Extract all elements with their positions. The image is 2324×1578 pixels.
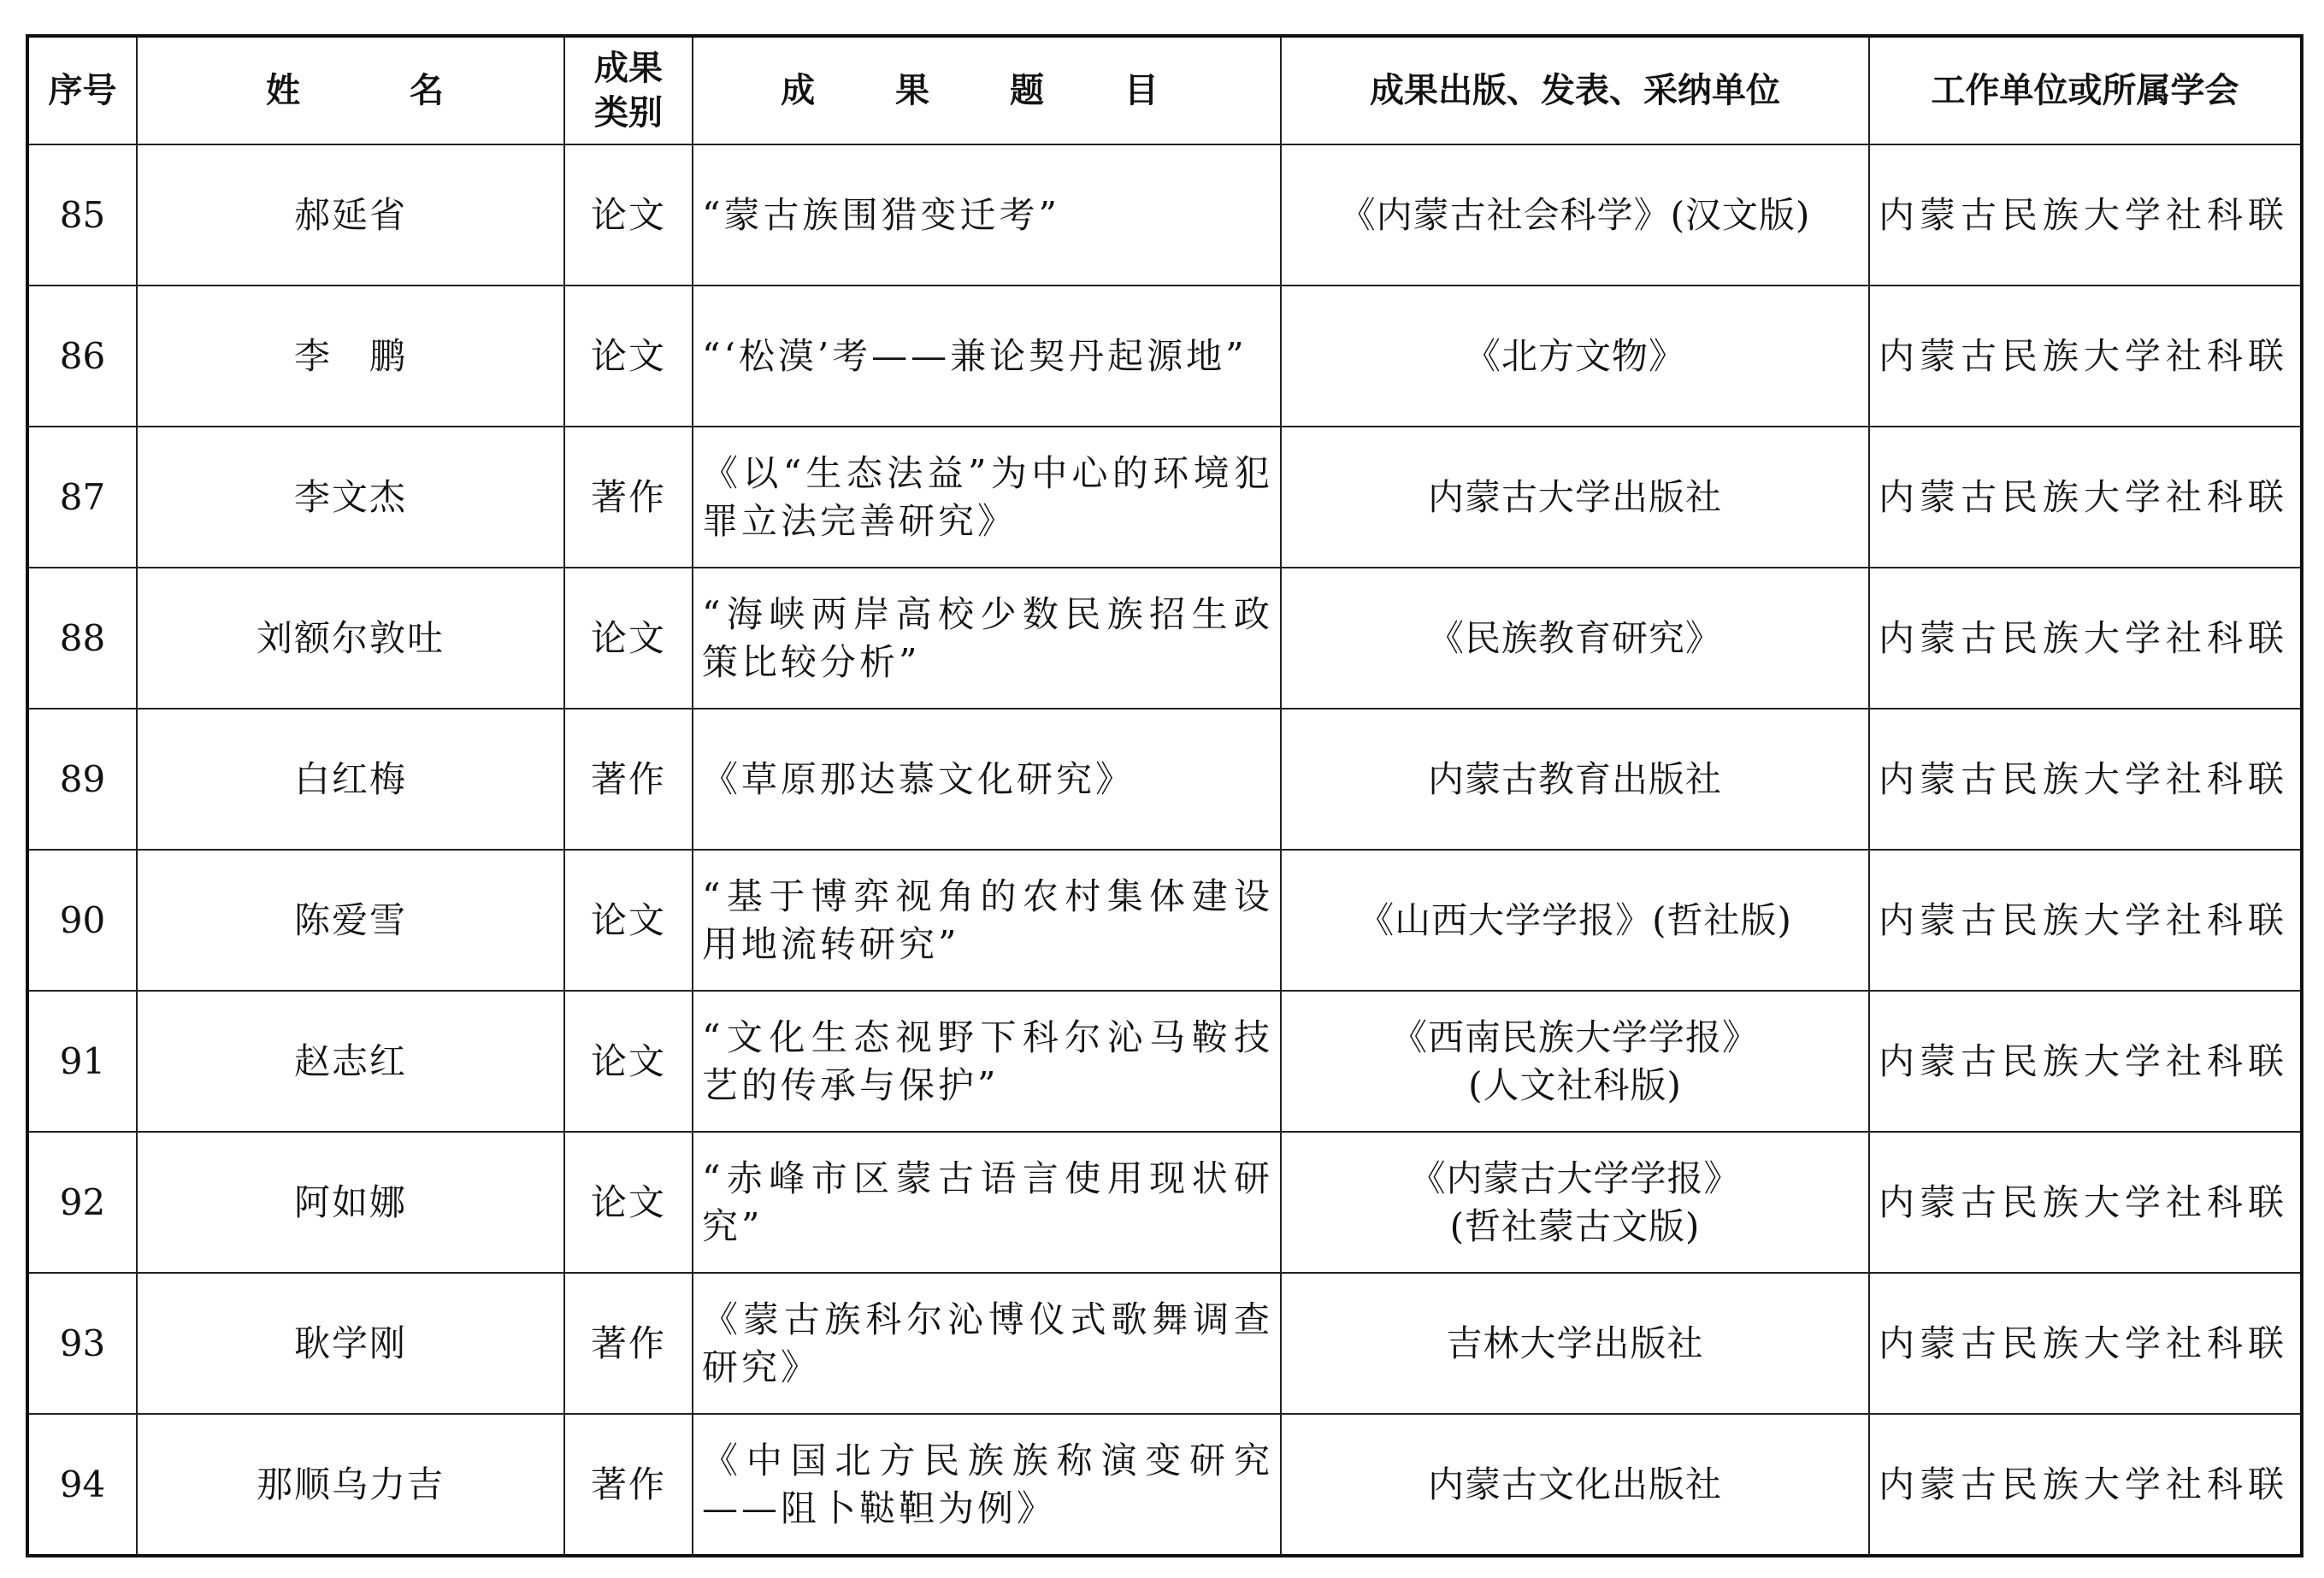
cell-name: 耿学刚 [137, 1273, 564, 1414]
cell-serial-number: 91 [27, 991, 137, 1132]
table-row [27, 427, 2302, 568]
header-serial-number: 序号 [27, 36, 137, 144]
cell-work-unit: 内蒙古民族大学社科联 [1869, 709, 2302, 850]
cell-work-unit: 内蒙古民族大学社科联 [1869, 144, 2302, 286]
cell-result-title: “赤峰市区蒙古语言使用现状研究” [693, 1132, 1281, 1273]
table-header-row [27, 36, 2302, 144]
cell-work-unit: 内蒙古民族大学社科联 [1869, 850, 2302, 991]
cell-publisher: 《西南民族大学学报》 (人文社科版) [1281, 991, 1869, 1132]
cell-serial-number: 85 [27, 144, 137, 286]
cell-result-title: 《蒙古族科尔沁博仪式歌舞调查研究》 [693, 1273, 1281, 1414]
cell-work-unit: 内蒙古民族大学社科联 [1869, 286, 2302, 427]
table-row [27, 991, 2302, 1132]
header-name-first-char: 姓 [266, 71, 300, 110]
cell-serial-number: 86 [27, 286, 137, 427]
header-result-title: 成 果 题 目 [693, 36, 1281, 144]
header-work-unit: 工作单位或所属学会 [1869, 36, 2302, 144]
cell-result-title: 《以“生态法益”为中心的环境犯罪立法完善研究》 [693, 427, 1281, 568]
cell-result-title: “基于博弈视角的农村集体建设用地流转研究” [693, 850, 1281, 991]
awards-table [26, 34, 2303, 1557]
cell-name: 赵志红 [137, 991, 564, 1132]
cell-name: 郝延省 [137, 144, 564, 286]
cell-work-unit: 内蒙古民族大学社科联 [1869, 427, 2302, 568]
cell-result-title: 《中国北方民族族称演变研究——阻卜鞑靼为例》 [693, 1414, 1281, 1556]
cell-result-title: 《草原那达慕文化研究》 [693, 709, 1281, 850]
cell-publisher: 《内蒙古大学学报》 (哲社蒙古文版) [1281, 1132, 1869, 1273]
header-result-type-line1: 成果 [594, 49, 663, 88]
cell-serial-number: 88 [27, 568, 137, 709]
table-body [27, 144, 2302, 1556]
cell-serial-number: 89 [27, 709, 137, 850]
cell-serial-number: 90 [27, 850, 137, 991]
cell-serial-number: 87 [27, 427, 137, 568]
cell-name: 陈爱雪 [137, 850, 564, 991]
cell-serial-number: 94 [27, 1414, 137, 1556]
table-row [27, 850, 2302, 991]
table-row [27, 1414, 2302, 1556]
cell-name: 那顺乌力吉 [137, 1414, 564, 1556]
cell-work-unit: 内蒙古民族大学社科联 [1869, 1273, 2302, 1414]
cell-work-unit: 内蒙古民族大学社科联 [1869, 991, 2302, 1132]
cell-result-type: 著作 [564, 709, 693, 850]
cell-result-type: 论文 [564, 1132, 693, 1273]
cell-publisher: 《山西大学学报》(哲社版) [1281, 850, 1869, 991]
cell-work-unit: 内蒙古民族大学社科联 [1869, 568, 2302, 709]
cell-result-type: 论文 [564, 850, 693, 991]
cell-name: 李文杰 [137, 427, 564, 568]
table-row [27, 144, 2302, 286]
cell-result-type: 著作 [564, 427, 693, 568]
cell-work-unit: 内蒙古民族大学社科联 [1869, 1414, 2302, 1556]
cell-publisher: 吉林大学出版社 [1281, 1273, 1869, 1414]
cell-result-title: “海峡两岸高校少数民族招生政策比较分析” [693, 568, 1281, 709]
cell-result-title: “蒙古族围猎变迁考” [693, 144, 1281, 286]
header-publisher: 成果出版、发表、采纳单位 [1281, 36, 1869, 144]
cell-publisher: 《内蒙古社会科学》(汉文版) [1281, 144, 1869, 286]
table-row [27, 568, 2302, 709]
cell-result-type: 论文 [564, 991, 693, 1132]
header-result-type-line2: 类别 [594, 93, 663, 132]
cell-publisher: 《民族教育研究》 [1281, 568, 1869, 709]
cell-result-type: 论文 [564, 144, 693, 286]
table-row [27, 286, 2302, 427]
cell-serial-number: 92 [27, 1132, 137, 1273]
cell-name: 刘额尔敦吐 [137, 568, 564, 709]
cell-name: 阿如娜 [137, 1132, 564, 1273]
cell-result-type: 著作 [564, 1273, 693, 1414]
cell-result-type: 论文 [564, 286, 693, 427]
cell-publisher: 内蒙古教育出版社 [1281, 709, 1869, 850]
cell-result-title: “文化生态视野下科尔沁马鞍技艺的传承与保护” [693, 991, 1281, 1132]
cell-result-type: 著作 [564, 1414, 693, 1556]
cell-serial-number: 93 [27, 1273, 137, 1414]
header-result-type [564, 36, 693, 144]
cell-publisher: 内蒙古大学出版社 [1281, 427, 1869, 568]
cell-publisher: 内蒙古文化出版社 [1281, 1414, 1869, 1556]
table-row [27, 1132, 2302, 1273]
cell-result-type: 论文 [564, 568, 693, 709]
table-row [27, 1273, 2302, 1414]
table-row [27, 709, 2302, 850]
document-page [26, 34, 2300, 1564]
cell-work-unit: 内蒙古民族大学社科联 [1869, 1132, 2302, 1273]
header-name [137, 36, 564, 144]
cell-name: 白红梅 [137, 709, 564, 850]
cell-result-title: “‘松漠’考——兼论契丹起源地” [693, 286, 1281, 427]
header-name-second-char: 名 [410, 71, 444, 110]
cell-publisher: 《北方文物》 [1281, 286, 1869, 427]
cell-name: 李 鹏 [137, 286, 564, 427]
